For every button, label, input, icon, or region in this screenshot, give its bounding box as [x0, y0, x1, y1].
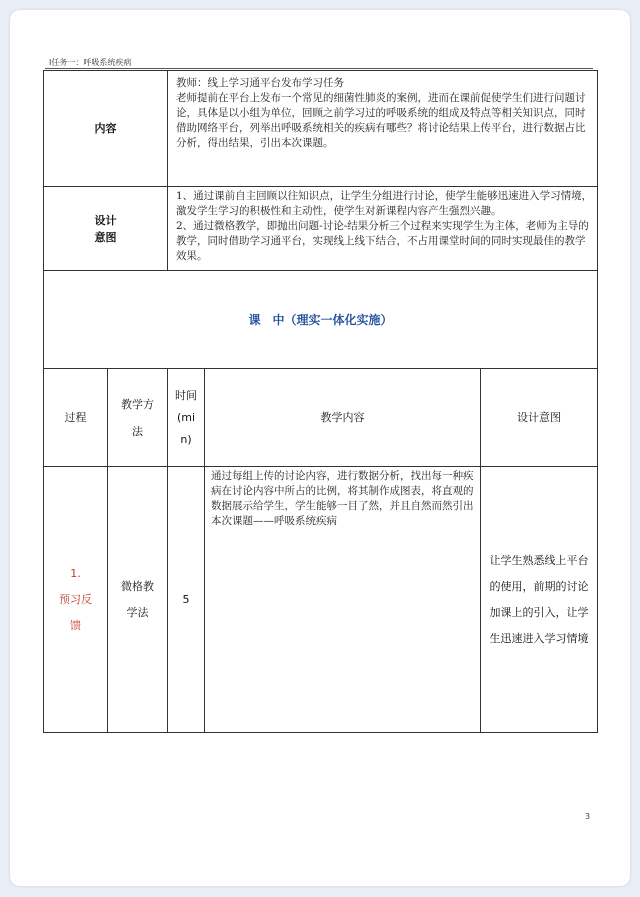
row-method: 微格教 学法 — [108, 467, 168, 733]
row-content: 通过每组上传的讨论内容，进行数据分析，找出每一种疾病在讨论内容中所占的比例，将其制作成图表，将直观的数据展示给学生，学生能够一目了然，并且自然而然引出本次课题——呼吸系统疾病 — [205, 467, 481, 733]
row-time: 5 — [168, 467, 205, 733]
design-text: 1、通过课前自主回顾以往知识点，让学生分组进行讨论，使学生能够迅速进入学习情境，激发学生学习的积极性和主动性，使学生对新课程内容产生强烈兴趣。 2、通过微格教学，即抛出问题-讨论-结果分析三个过程来实现学生为主体，老师为主导的教学，同时借助学习通平台，实现线上线下结合，不占用课堂时间的同时实现最佳的教学效果。 — [168, 187, 598, 271]
content-row — [44, 71, 598, 187]
row-intent: 让学生熟悉线上平台的使用，前期的讨论加课上的引入，让学生迅速进入学习情境 — [481, 467, 598, 733]
column-header-row — [44, 369, 598, 467]
content-label: 内容 — [44, 71, 168, 187]
header-method: 教学方 法 — [108, 369, 168, 467]
row-process: 1. 预习反 馈 — [44, 467, 108, 733]
header-divider — [45, 68, 593, 69]
header-intent: 设计意图 — [481, 369, 598, 467]
table-row — [44, 467, 598, 733]
lesson-plan-table — [43, 70, 598, 733]
design-label: 设计 意图 — [44, 187, 168, 271]
section-title: 课 中（理实一体化实施） — [44, 271, 598, 369]
header-content: 教学内容 — [205, 369, 481, 467]
page-number: 3 — [585, 812, 591, 821]
section-title-row — [44, 271, 598, 369]
design-row — [44, 187, 598, 271]
header-process: 过程 — [44, 369, 108, 467]
content-text: 教师：线上学习通平台发布学习任务 老师提前在平台上发布一个常见的细菌性肺炎的案例，进而在课前促使学生们进行问题讨论，具体是以小组为单位，回顾之前学习过的呼吸系统的组成及特点等相关知识点，同时借助网络平台，列举出呼吸系统相关的疾病有哪些？将讨论结果上传平台，进行数据占比分析，得出结果，引出本次课题。 — [168, 71, 598, 187]
page-header: Ⅰ任务一：呼吸系统疾病 — [49, 58, 132, 67]
header-time: 时间 (mi n) — [168, 369, 205, 467]
